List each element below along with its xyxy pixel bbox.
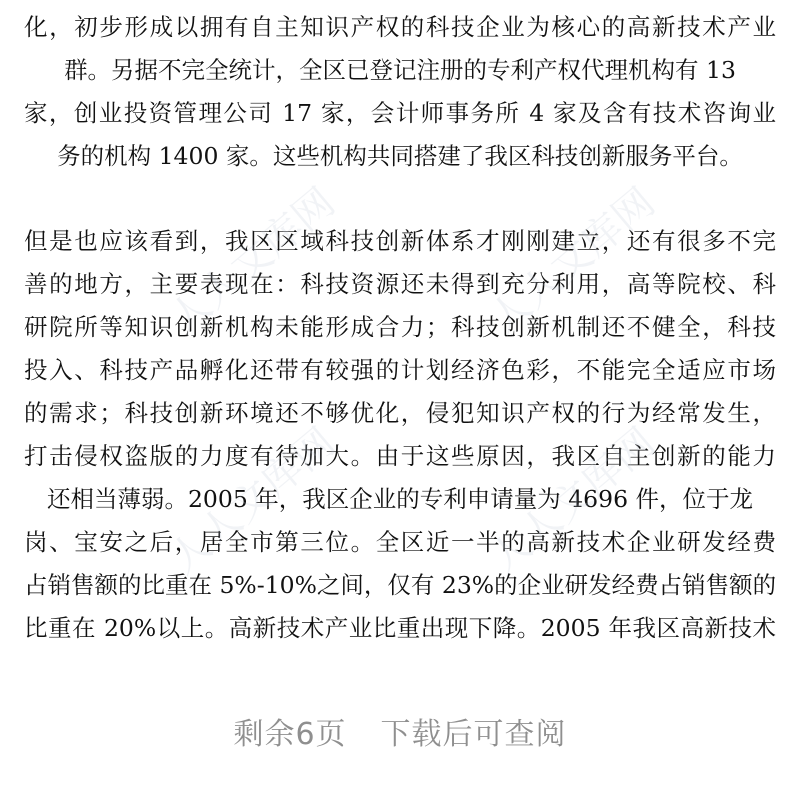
- text-line: 但是也应该看到，我区区域科技创新体系才刚刚建立，还有很多不完: [24, 227, 776, 255]
- text-line: 研院所等知识创新机构未能形成合力；科技创新机制还不健全，科技: [24, 313, 776, 341]
- text-line: 务的机构 1400 家。这些机构共同搭建了我区科技创新服务平台。: [57, 142, 743, 170]
- download-prompt-bar[interactable]: [0, 710, 800, 760]
- text-line: 家，创业投资管理公司 17 家，会计师事务所 4 家及含有技术咨询业: [24, 99, 776, 127]
- text-line: 化，初步形成以拥有自主知识产权的科技企业为核心的高新技术产业: [24, 13, 776, 41]
- text-line: 群。另据不完全统计，全区已登记注册的专利产权代理机构有 13: [64, 56, 736, 84]
- text-line: 岗、宝安之后，居全市第三位。全区近一半的高新技术企业研发经费: [24, 528, 776, 556]
- text-line: 打击侵权盗版的力度有待加大。由于这些原因，我区自主创新的能力: [24, 442, 776, 470]
- text-line: 投入、科技产品孵化还带有较强的计划经济色彩，不能完全适应市场: [24, 356, 776, 384]
- text-line: 还相当薄弱。2005 年，我区企业的专利申请量为 4696 件，位于龙: [46, 485, 754, 513]
- text-line: 的需求；科技创新环境还不够优化，侵犯知识产权的行为经常发生，: [24, 399, 776, 427]
- watermark: 人人文库网: [480, 419, 664, 584]
- download-to-view-link[interactable]: 下载后可查阅: [380, 717, 567, 752]
- watermark: 人人文库网: [160, 419, 344, 584]
- remaining-pages-label: 剩余6页: [233, 717, 347, 752]
- watermark: 人人文库网: [480, 179, 664, 344]
- watermark: 人人文库网: [160, 179, 344, 344]
- text-line: 善的地方，主要表现在：科技资源还未得到充分利用，高等院校、科: [24, 270, 776, 298]
- text-line: 占销售额的比重在 5%-10%之间，仅有 23%的企业研发经费占销售额的: [24, 571, 777, 599]
- text-line: 比重在 20%以上。高新技术产业比重出现下降。2005 年我区高新技术: [24, 614, 776, 642]
